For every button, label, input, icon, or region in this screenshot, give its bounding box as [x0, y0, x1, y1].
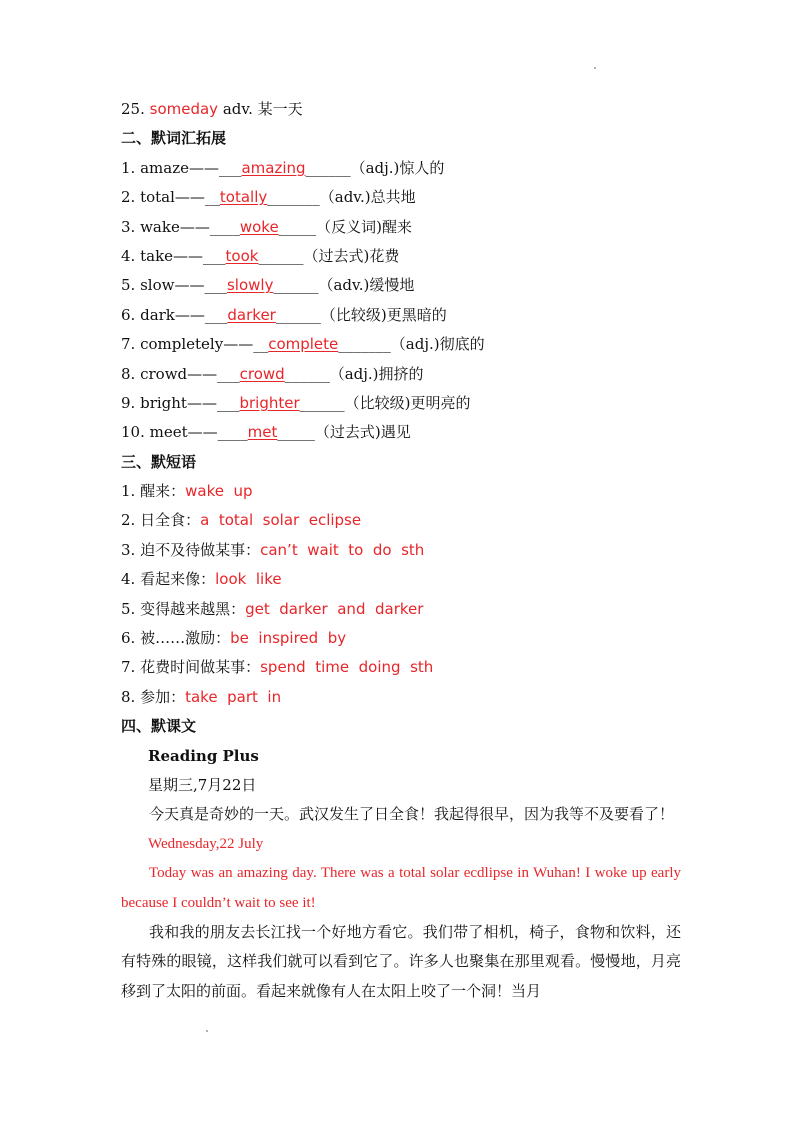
answer-word: slowly — [226, 276, 274, 295]
vocab-expansion-item — [121, 213, 681, 242]
phrase-chinese: 变得越来越黑： — [140, 599, 246, 618]
scan-dot — [206, 1030, 208, 1032]
answer-word: took — [225, 246, 259, 265]
answer-word: woke — [239, 217, 279, 236]
word-note: （过去式)花费 — [303, 246, 400, 265]
blank-after: ______ — [258, 246, 304, 265]
scan-dot — [594, 67, 596, 69]
answer-word: brighter — [239, 393, 300, 412]
vocab-expansion-item — [121, 360, 681, 389]
vocab-item-25 — [121, 95, 681, 124]
item-number: 9. — [121, 393, 136, 412]
phrase-item — [121, 477, 681, 506]
blank-after: _____ — [277, 423, 315, 442]
phrase-chinese: 花费时间做某事： — [140, 658, 261, 677]
word-note: （比较级)更黑暗的 — [320, 305, 447, 324]
word-note: （adj.)彻底的 — [390, 335, 485, 354]
blank-before: __ — [253, 335, 269, 354]
base-word: completely—— — [140, 335, 254, 354]
phrase-english: look like — [215, 570, 282, 589]
word-note: （过去式)遇见 — [314, 423, 411, 442]
word-note: （adj.)拥挤的 — [329, 364, 424, 383]
phrase-item — [121, 565, 681, 594]
item-number: 4. — [121, 570, 136, 589]
blank-before: ____ — [217, 423, 248, 442]
answer-word: totally — [219, 188, 268, 207]
phrase-english: spend time doing sth — [260, 658, 434, 677]
phrase-chinese: 日全食： — [140, 511, 201, 530]
phrase-english: can’t wait to do sth — [260, 540, 425, 559]
word-note: （adv.)总共地 — [319, 188, 416, 207]
answer-word: darker — [227, 305, 276, 324]
phrase-item — [121, 653, 681, 682]
vocab-expansion-item — [121, 154, 681, 183]
phrase-item — [121, 624, 681, 653]
phrase-item — [121, 683, 681, 712]
phrase-item — [121, 506, 681, 535]
item-number: 1. — [121, 482, 136, 501]
phrase-chinese: 看起来像： — [140, 570, 216, 589]
blank-after: ______ — [299, 393, 345, 412]
blank-after: ______ — [273, 276, 319, 295]
item-number: 5. — [121, 276, 136, 295]
word-note: （比较级)更明亮的 — [344, 393, 471, 412]
item-number: 1. — [121, 158, 136, 177]
phrase-chinese: 被……激励： — [140, 629, 231, 648]
item-number: 6. — [121, 305, 136, 324]
answer-word: someday — [149, 100, 219, 118]
section-heading-text: 四、默课文 — [121, 717, 197, 736]
answer-word: amazing — [241, 158, 306, 177]
date-english: Wednesday,22 July — [148, 835, 264, 852]
item-number: 10. — [121, 423, 145, 442]
base-word: take—— — [140, 246, 204, 265]
word-note: （adj.)惊人的 — [350, 158, 445, 177]
phrase-chinese: 参加： — [140, 687, 186, 706]
item-number: 7. — [121, 658, 136, 677]
vocab-expansion-item — [121, 389, 681, 418]
word-note: （反义词)醒来 — [316, 217, 413, 236]
vocab-expansion-item — [121, 418, 681, 447]
blank-after: _______ — [267, 188, 320, 207]
meaning: 某一天 — [257, 100, 303, 118]
item-number: 8. — [121, 687, 136, 706]
phrase-chinese: 迫不及待做某事： — [140, 540, 261, 559]
item-number: 6. — [121, 629, 136, 648]
phrase-chinese: 醒来： — [140, 482, 186, 501]
paragraph-english-1: Today was an amazing day. There was a total solar ecdlipse in Wuhan! I woke up early because I couldn’t wait to see it! — [121, 865, 681, 911]
blank-before: ___ — [216, 393, 240, 412]
item-number: 7. — [121, 335, 136, 354]
item-number: 4. — [121, 246, 136, 265]
base-word: wake—— — [140, 217, 210, 236]
vocab-expansion-item — [121, 330, 681, 359]
blank-before: __ — [204, 188, 220, 207]
base-word: bright—— — [140, 393, 217, 412]
item-number: 8. — [121, 364, 136, 383]
item-number: 3. — [121, 217, 136, 236]
item-number: 2. — [121, 188, 136, 207]
item-number: 3. — [121, 540, 136, 559]
answer-word: crowd — [239, 364, 285, 383]
base-word: crowd—— — [140, 364, 218, 383]
blank-before: ___ — [204, 276, 227, 295]
base-word: amaze—— — [140, 158, 219, 177]
phrase-english: a total solar eclipse — [200, 511, 362, 530]
vocab-expansion-item — [121, 271, 681, 300]
blank-before: ___ — [217, 364, 240, 383]
part-of-speech: adv. — [222, 100, 253, 118]
document-content — [121, 95, 681, 1006]
blank-before: ___ — [203, 246, 226, 265]
vocab-expansion-item — [121, 301, 681, 330]
blank-after: ______ — [275, 305, 321, 324]
phrase-english: be inspired by — [230, 629, 347, 648]
blank-after: _____ — [278, 217, 317, 236]
base-word: meet—— — [149, 423, 218, 442]
paragraph-chinese-2: 我和我的朋友去长江找一个好地方看它。我们带了相机，椅子，食物和饮料，还有特殊的眼镜，这样我们就可以看到它了。许多人也聚集在那里观看。慢慢地，月亮移到了太阳的前面。看起来就像有人在太阳上咬了一个洞！当月 — [121, 922, 681, 1000]
answer-word: complete — [268, 335, 339, 354]
phrase-list — [121, 477, 681, 712]
item-number: 5. — [121, 599, 136, 618]
item-number: 25. — [121, 100, 145, 118]
vocab-expansion-list — [121, 154, 681, 448]
vocab-expansion-item — [121, 183, 681, 212]
reading-subtitle: Reading Plus — [148, 746, 259, 765]
paragraph-chinese-1: 今天真是奇妙的一天。武汉发生了日全食！我起得很早，因为我等不及要看了！ — [149, 805, 675, 824]
blank-after: _______ — [338, 335, 391, 354]
vocab-expansion-item — [121, 242, 681, 271]
phrase-english: wake up — [185, 482, 253, 501]
blank-before: ____ — [209, 217, 240, 236]
word-note: （adv.)缓慢地 — [318, 276, 415, 295]
base-word: slow—— — [140, 276, 205, 295]
blank-after: ______ — [305, 158, 351, 177]
answer-word: met — [247, 423, 278, 442]
phrase-item — [121, 595, 681, 624]
section-heading-phrases: 三、默短语 — [121, 452, 197, 471]
date-chinese: 星期三,7月22日 — [148, 775, 257, 794]
blank-after: ______ — [284, 364, 330, 383]
blank-before: ___ — [218, 158, 242, 177]
blank-before: ___ — [204, 305, 228, 324]
item-number: 2. — [121, 511, 136, 530]
section-heading-vocab-expansion: 二、默词汇拓展 — [121, 129, 227, 148]
base-word: dark—— — [140, 305, 205, 324]
phrase-item — [121, 536, 681, 565]
phrase-english: get darker and darker — [245, 599, 424, 618]
base-word: total—— — [140, 188, 205, 207]
phrase-english: take part in — [185, 687, 282, 706]
